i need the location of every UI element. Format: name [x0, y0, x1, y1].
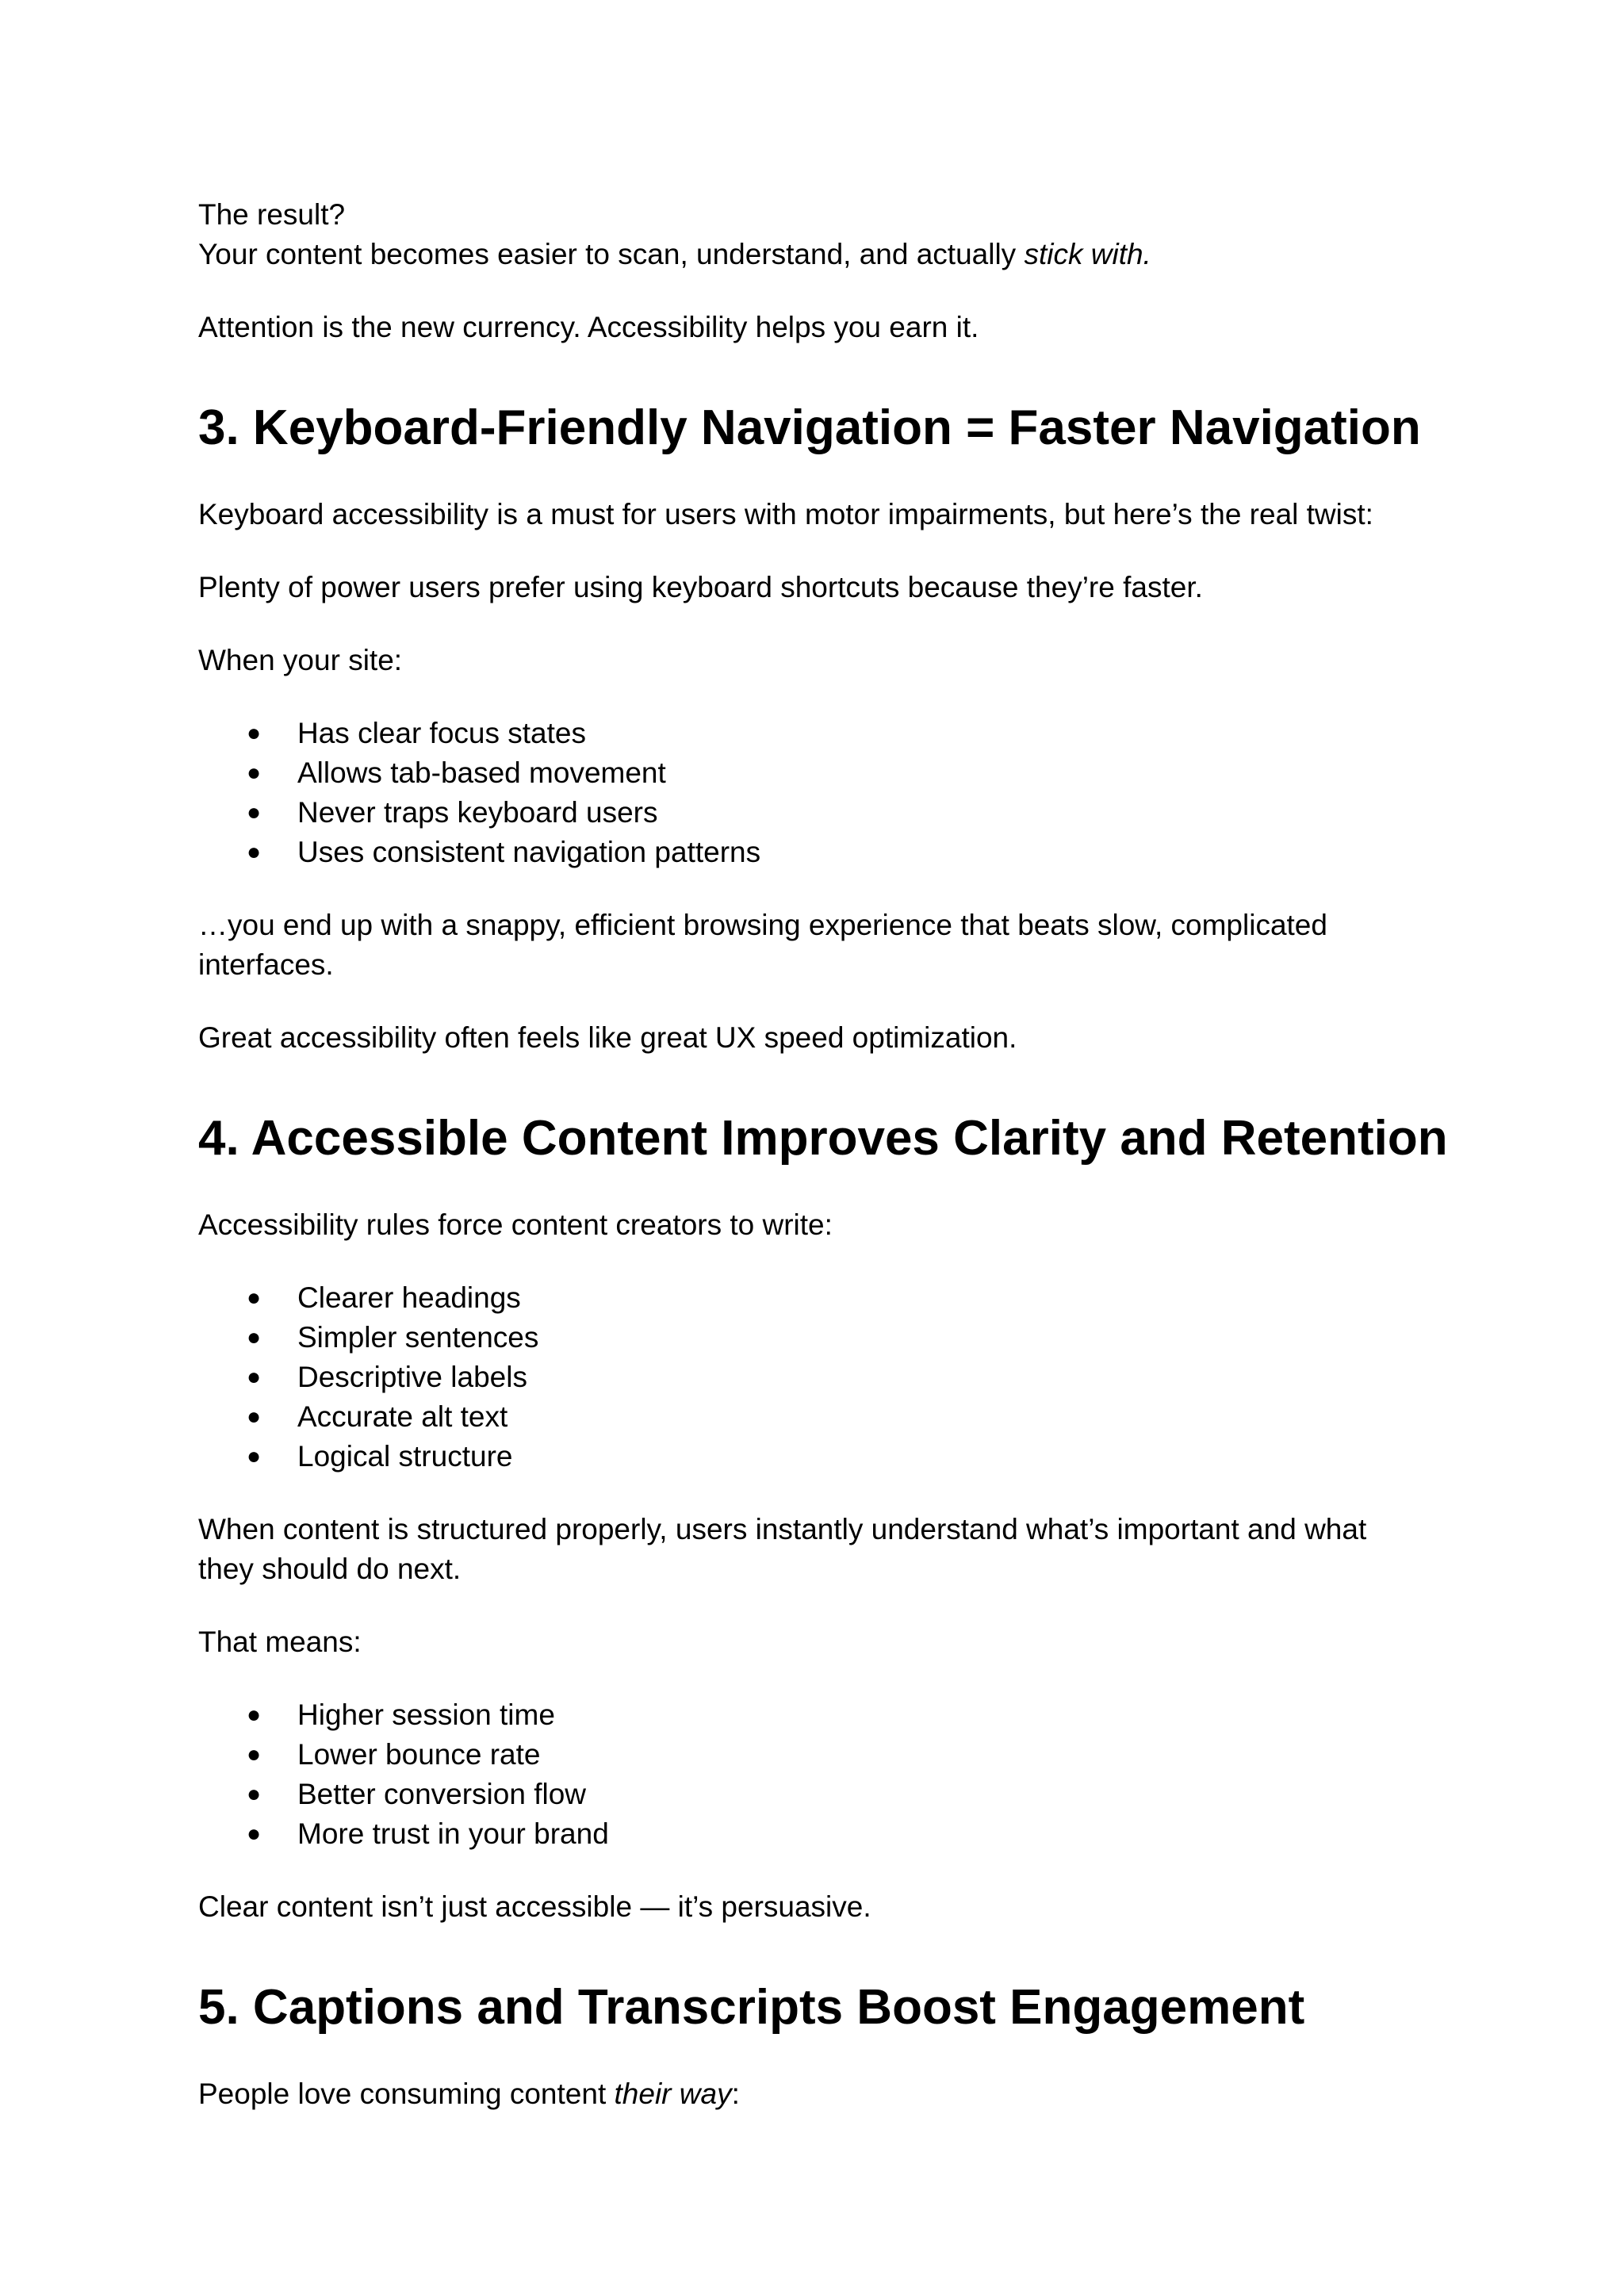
section-3-paragraph-4-line-2: interfaces.	[198, 948, 334, 981]
section-5-heading: 5. Captions and Transcripts Boost Engagement	[198, 1980, 1305, 2035]
section-5-paragraph-1-emphasis: their way	[614, 2078, 732, 2110]
bullet-icon: ●	[247, 1285, 262, 1311]
section-3-paragraph-4-line-1: …you end up with a snappy, efficient browsing experience that beats slow, complicated	[198, 909, 1327, 941]
list-item-text: Allows tab-based movement	[297, 756, 666, 789]
list-item-text: Descriptive labels	[297, 1361, 527, 1393]
section-4-paragraph-1: Accessibility rules force content creators to write:	[198, 1208, 833, 1241]
intro-line-1: The result?	[198, 198, 346, 231]
section-3-paragraph-1: Keyboard accessibility is a must for users with motor impairments, but here’s the real twist:	[198, 498, 1373, 530]
list-item-text: Clearer headings	[297, 1281, 521, 1314]
section-4-paragraph-2-line-1: When content is structured properly, users instantly understand what’s important and what	[198, 1513, 1367, 1545]
bullet-icon: ●	[247, 1443, 262, 1469]
list-item-text: Never traps keyboard users	[297, 796, 658, 829]
section-5-paragraph-1-text: People love consuming content	[198, 2078, 615, 2110]
section-3-paragraph-3: When your site:	[198, 644, 403, 676]
list-item-text: Accurate alt text	[297, 1400, 508, 1433]
list-item-text: Better conversion flow	[297, 1778, 587, 1810]
bullet-icon: ●	[247, 839, 262, 865]
section-4-paragraph-4: Clear content isn’t just accessible — it’s persuasive.	[198, 1890, 871, 1923]
bullet-icon: ●	[247, 1324, 262, 1350]
list-item-text: Has clear focus states	[297, 717, 586, 749]
intro-line-3: Attention is the new currency. Accessibility helps you earn it.	[198, 311, 979, 343]
list-item-text: More trust in your brand	[297, 1817, 609, 1850]
intro-line-2-emphasis: stick with.	[1024, 238, 1151, 270]
bullet-icon: ●	[247, 760, 262, 786]
bullet-icon: ●	[247, 720, 262, 746]
bullet-icon: ●	[247, 1821, 262, 1847]
list-item-text: Uses consistent navigation patterns	[297, 836, 761, 868]
intro-line-2-text: Your content becomes easier to scan, understand, and actually	[198, 238, 1025, 270]
list-item-text: Logical structure	[297, 1440, 513, 1473]
section-4-paragraph-3: That means:	[198, 1626, 362, 1658]
section-3-heading: 3. Keyboard-Friendly Navigation = Faster Navigation	[198, 400, 1421, 455]
section-5-paragraph-1-end: :	[731, 2078, 740, 2110]
bullet-icon: ●	[247, 1781, 262, 1807]
section-5-paragraph-1	[198, 2074, 740, 2114]
list-item-text: Lower bounce rate	[297, 1738, 541, 1771]
bullet-icon: ●	[247, 799, 262, 825]
section-3-paragraph-5: Great accessibility often feels like great UX speed optimization.	[198, 1021, 1017, 1054]
section-3-paragraph-2: Plenty of power users prefer using keyboard shortcuts because they’re faster.	[198, 571, 1203, 603]
list-item-text: Simpler sentences	[297, 1321, 539, 1354]
bullet-icon: ●	[247, 1702, 262, 1728]
section-4-paragraph-2-line-2: they should do next.	[198, 1553, 462, 1585]
bullet-icon: ●	[247, 1364, 262, 1390]
bullet-icon: ●	[247, 1404, 262, 1430]
intro-line-2	[198, 235, 1151, 274]
section-4-heading: 4. Accessible Content Improves Clarity and Retention	[198, 1111, 1448, 1166]
list-item-text: Higher session time	[297, 1698, 555, 1731]
bullet-icon: ●	[247, 1741, 262, 1767]
